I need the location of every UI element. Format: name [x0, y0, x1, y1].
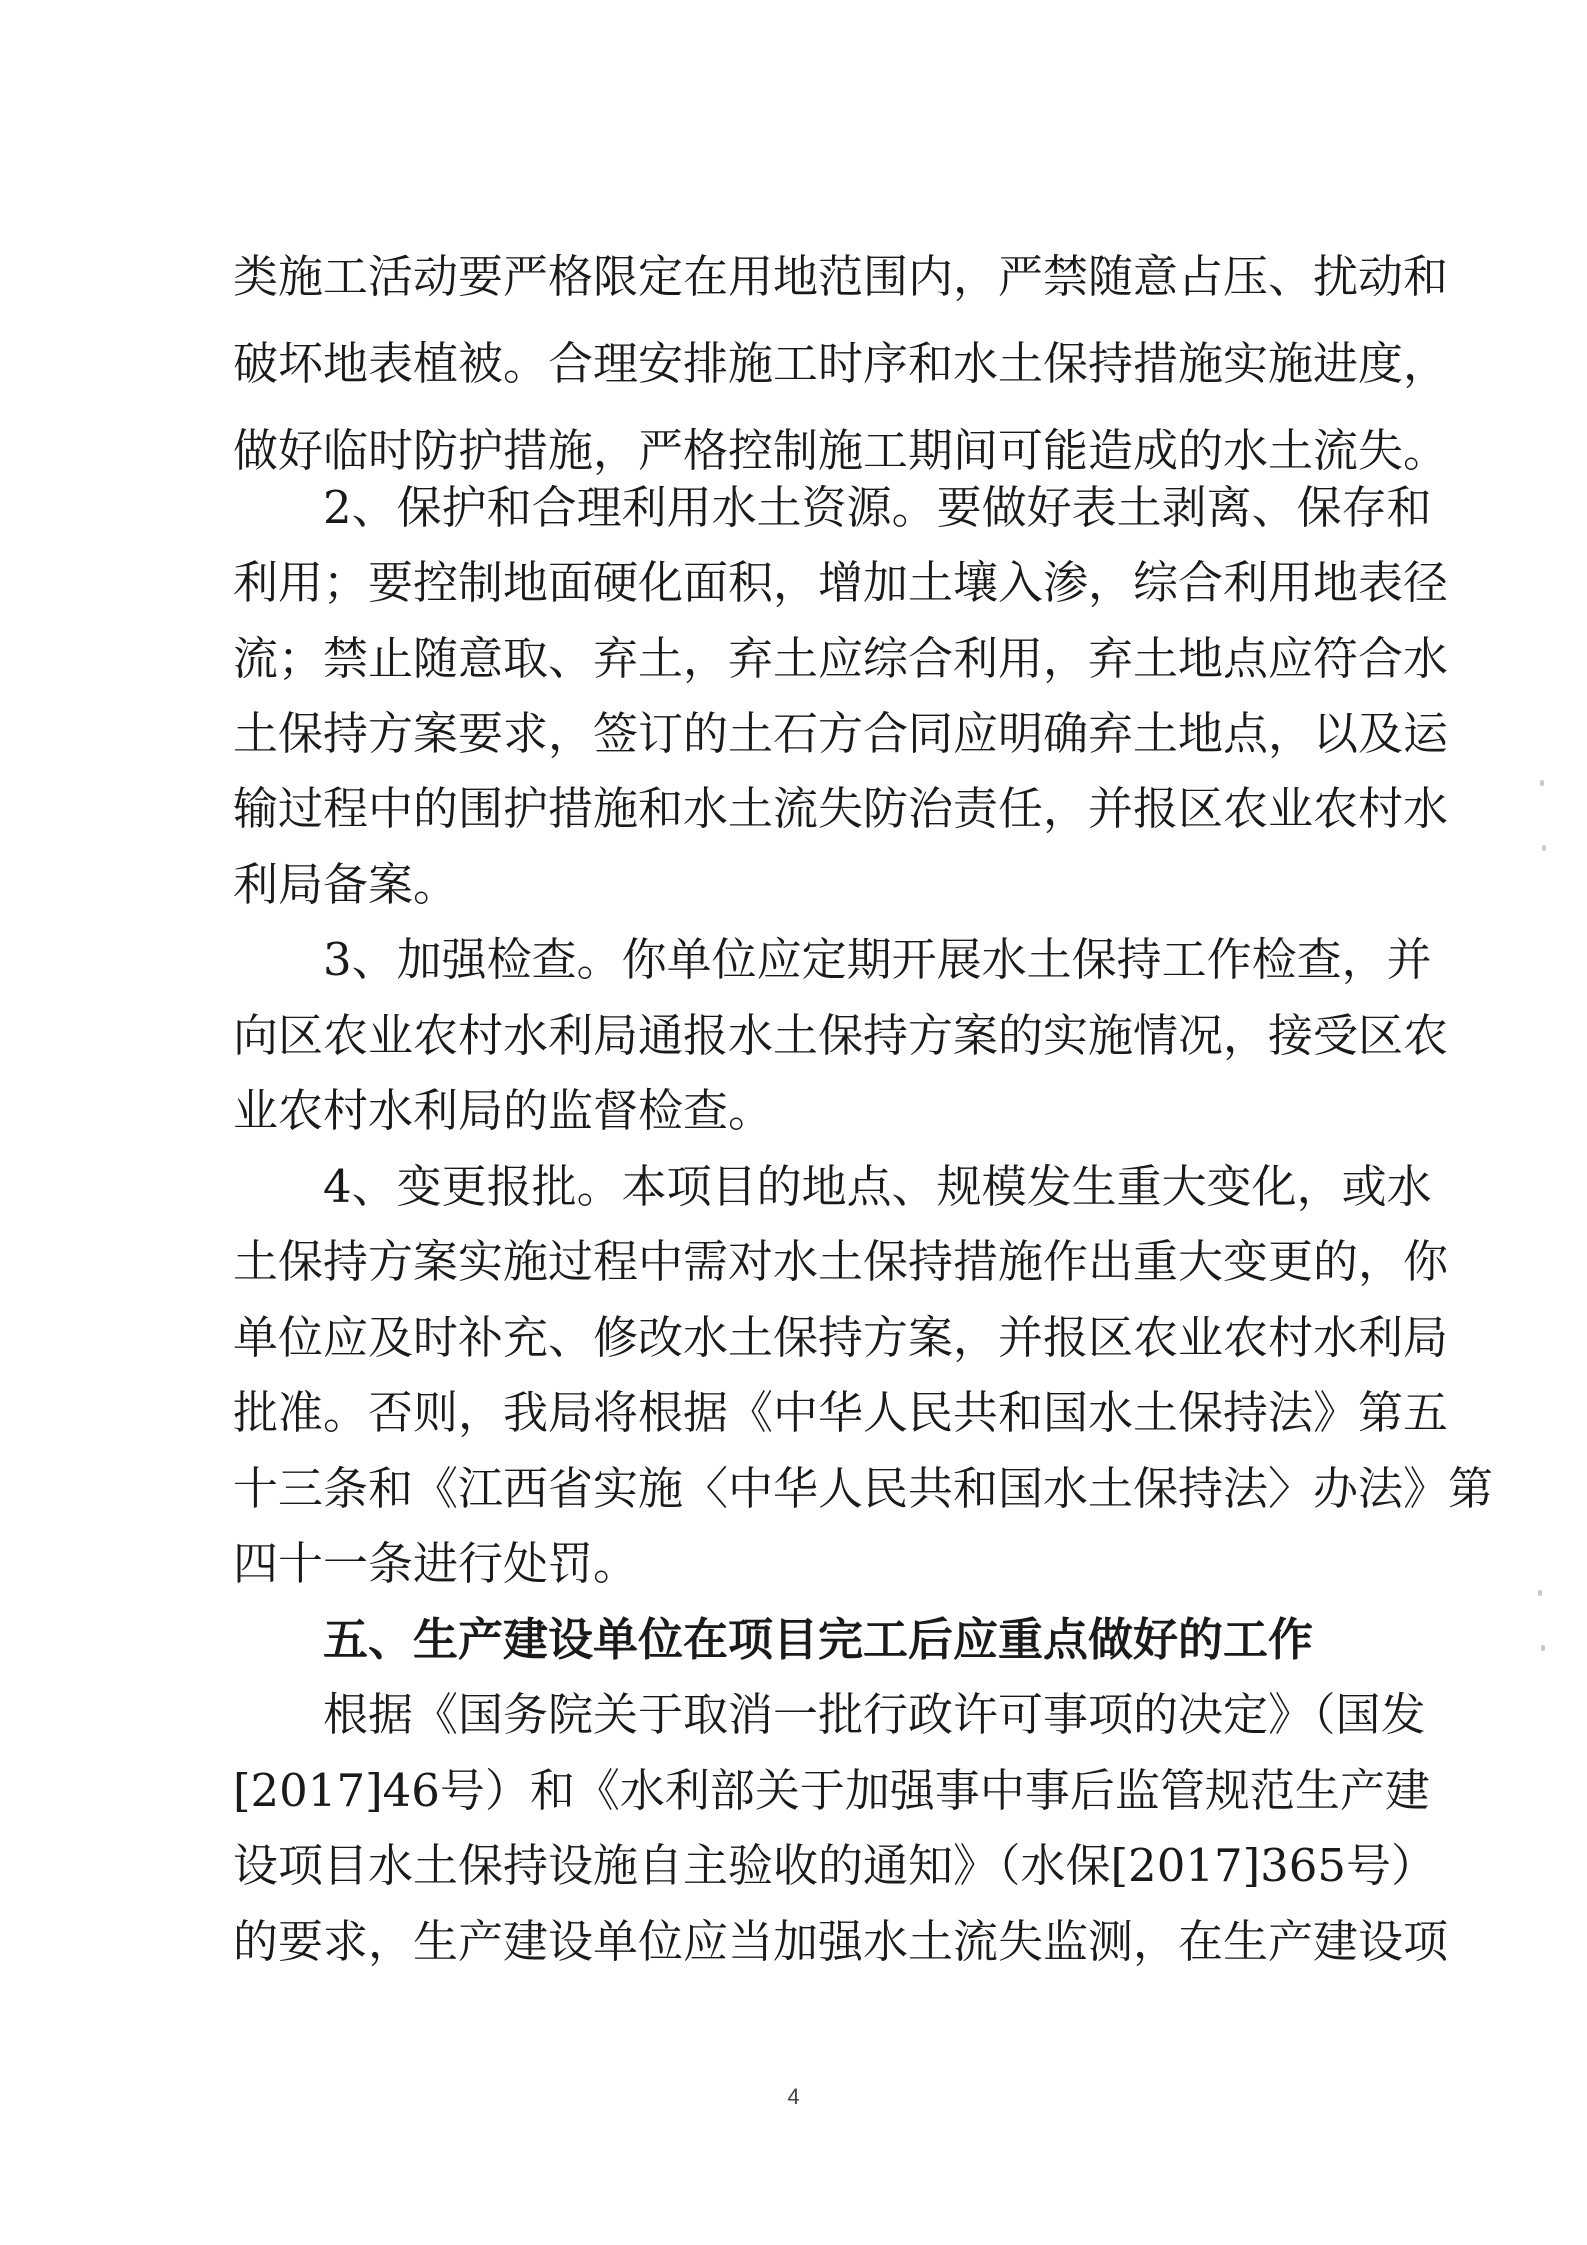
body-text-line: 设项目水土保持设施自主验收的通知》（水保[2017]365号）: [233, 1839, 1437, 1892]
body-text-line: 流；禁止随意取、弃土，弃土应综合利用，弃土地点应符合水: [233, 632, 1449, 685]
body-text-line: 批准。否则，我局将根据《中华人民共和国水土保持法》第五: [233, 1386, 1449, 1439]
body-text-line: 类施工活动要严格限定在用地范围内，严禁随意占压、扰动和: [233, 250, 1449, 303]
paragraph-2-start: 2、保护和合理利用水土资源。要做好表土剥离、保存和: [323, 481, 1432, 534]
scan-speck: [1538, 1590, 1542, 1596]
body-text-line: 利用；要控制地面硬化面积，增加土壤入渗，综合利用地表径: [233, 556, 1449, 609]
body-text-line: 破坏地表植被。合理安排施工时序和水土保持措施实施进度，: [233, 337, 1449, 390]
section-heading: 五、生产建设单位在项目完工后应重点做好的工作: [323, 1613, 1314, 1666]
paragraph-3-start: 3、加强检查。你单位应定期开展水土保持工作检查，并: [323, 933, 1432, 986]
body-text-line: 四十一条进行处罚。: [233, 1537, 639, 1590]
body-text-line: [2017]46号）和《水利部关于加强事中事后监管规范生产建: [233, 1764, 1430, 1817]
body-text-line: 土保持方案要求，签订的土石方合同应明确弃土地点，以及运: [233, 707, 1449, 760]
body-text-line: 向区农业农村水利局通报水土保持方案的实施情况，接受区农: [233, 1009, 1449, 1062]
body-text-line: 利局备案。: [233, 858, 459, 911]
body-text-line: 单位应及时补充、修改水土保持方案，并报区农业农村水利局: [233, 1311, 1449, 1364]
paragraph-5-start: 根据《国务院关于取消一批行政许可事项的决定》（国发: [323, 1688, 1426, 1741]
body-text-line: 的要求，生产建设单位应当加强水土流失监测，在生产建设项: [233, 1915, 1449, 1968]
body-text-line: 十三条和《江西省实施〈中华人民共和国水土保持法〉办法》第: [233, 1462, 1494, 1515]
body-text-line: 做好临时防护措施，严格控制施工期间可能造成的水土流失。: [233, 424, 1449, 477]
scan-speck: [1540, 780, 1544, 786]
body-text-line: 业农村水利局的监督检查。: [233, 1084, 774, 1137]
body-text-line: 土保持方案实施过程中需对水土保持措施作出重大变更的，你: [233, 1235, 1449, 1288]
page-number: 4: [787, 2084, 800, 2109]
paragraph-4-start: 4、变更报批。本项目的地点、规模发生重大变化，或水: [323, 1160, 1432, 1213]
body-text-line: 输过程中的围护措施和水土流失防治责任，并报区农业农村水: [233, 782, 1449, 835]
scan-speck: [1542, 845, 1546, 851]
scan-speck: [1541, 1645, 1545, 1651]
